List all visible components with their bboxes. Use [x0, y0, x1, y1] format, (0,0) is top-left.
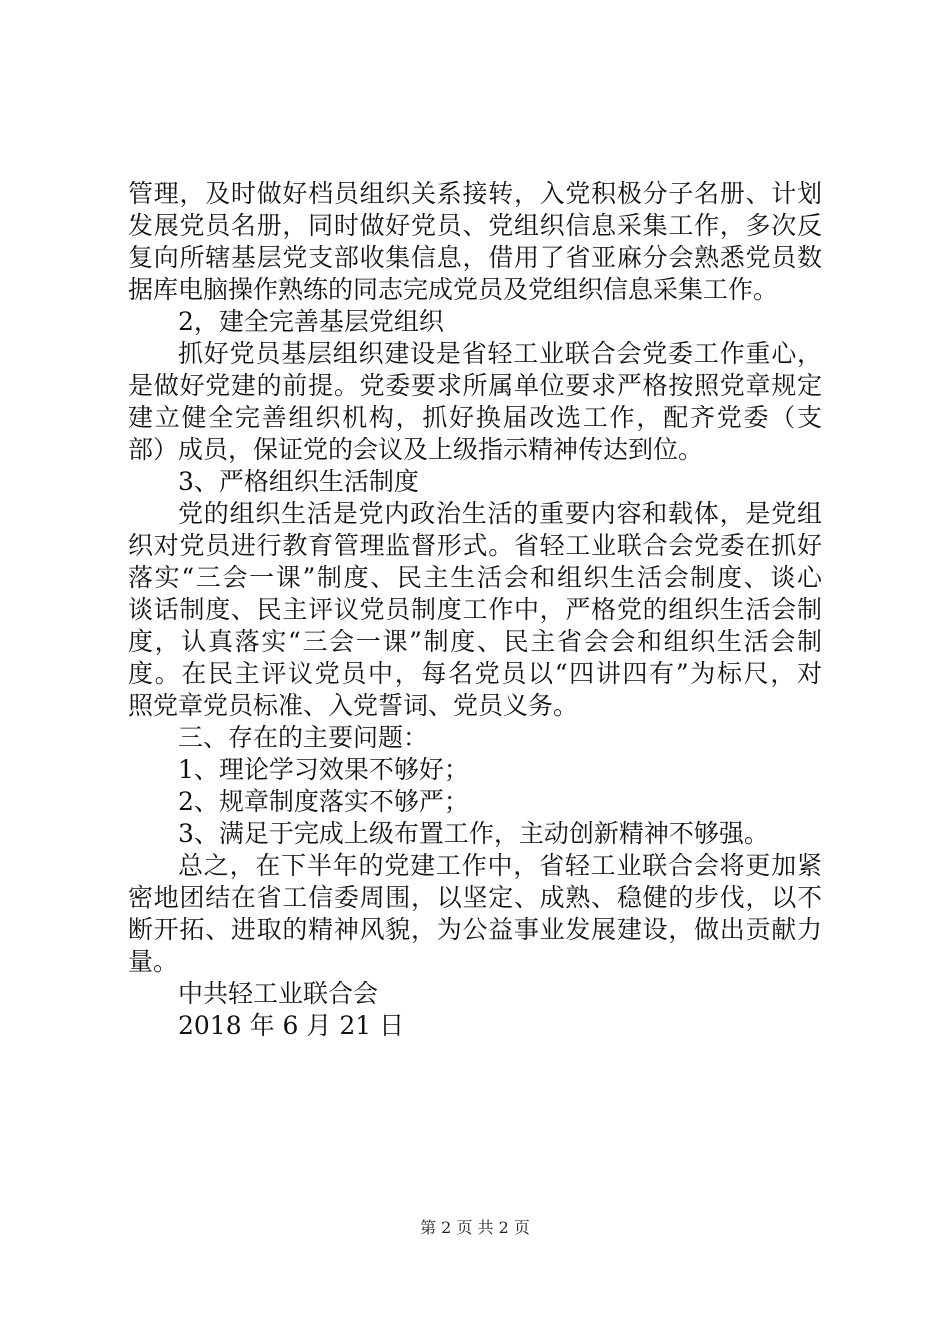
text-line: 部）成员，保证党的会议及上级指示精神传达到位。 — [128, 435, 704, 464]
text-line: 3、满足于完成上级布置工作，主动创新精神不够强。 — [178, 819, 769, 848]
text-line: 建立健全完善组织机构，抓好换届改选工作，配齐党委（支 — [128, 403, 822, 432]
text-line: 抓好党员基层组织建设是省轻工业联合会党委工作重心， — [178, 339, 822, 368]
text-line: 中共轻工业联合会 — [178, 979, 379, 1008]
page-number-footer: 第 2 页 共 2 页 — [420, 1218, 530, 1237]
text-line: 谈话制度、民主评议党员制度工作中，严格党的组织生活会制 — [128, 595, 822, 624]
text-line: 总之，在下半年的党建工作中，省轻工业联合会将更加紧 — [178, 851, 822, 880]
text-line: 复向所辖基层党支部收集信息，借用了省亚麻分会熟悉党员数 — [128, 243, 822, 272]
document-body — [128, 178, 822, 1042]
text-line: 度。在民主评议党员中，每名党员以“四讲四有”为标尺，对 — [128, 659, 822, 688]
text-line: 2018 年 6 月 21 日 — [178, 1011, 405, 1040]
text-line: 3、严格组织生活制度 — [178, 467, 419, 496]
text-line: 管理，及时做好档员组织关系接转，入党积极分子名册、计划 — [128, 179, 822, 208]
text-line: 量。 — [128, 947, 179, 976]
text-line: 发展党员名册，同时做好党员、党组织信息采集工作，多次反 — [128, 211, 822, 240]
text-line: 织对党员进行教育管理监督形式。省轻工业联合会党委在抓好 — [128, 531, 822, 560]
text-line: 照党章党员标准、入党誓词、党员义务。 — [128, 691, 579, 720]
text-line: 是做好党建的前提。党委要求所属单位要求严格按照党章规定 — [128, 371, 822, 400]
text-line: 党的组织生活是党内政治生活的重要内容和载体，是党组 — [178, 499, 822, 528]
text-line: 三、存在的主要问题： — [178, 723, 429, 752]
text-line: 2、规章制度落实不够严； — [178, 787, 469, 816]
text-line: 断开拓、进取的精神风貌，为公益事业发展建设，做出贡献力 — [128, 915, 822, 944]
text-line: 2，建全完善基层党组织 — [178, 307, 444, 336]
text-line: 落实“三会一课”制度、民主生活会和组织生活会制度、谈心 — [128, 563, 822, 592]
text-line: 据库电脑操作熟练的同志完成党员及党组织信息采集工作。 — [128, 275, 779, 304]
text-line: 密地团结在省工信委周围，以坚定、成熟、稳健的步伐，以不 — [128, 883, 822, 912]
text-line: 1、理论学习效果不够好； — [178, 755, 469, 784]
text-line: 度，认真落实“三会一课”制度、民主省会会和组织生活会制 — [128, 627, 822, 656]
